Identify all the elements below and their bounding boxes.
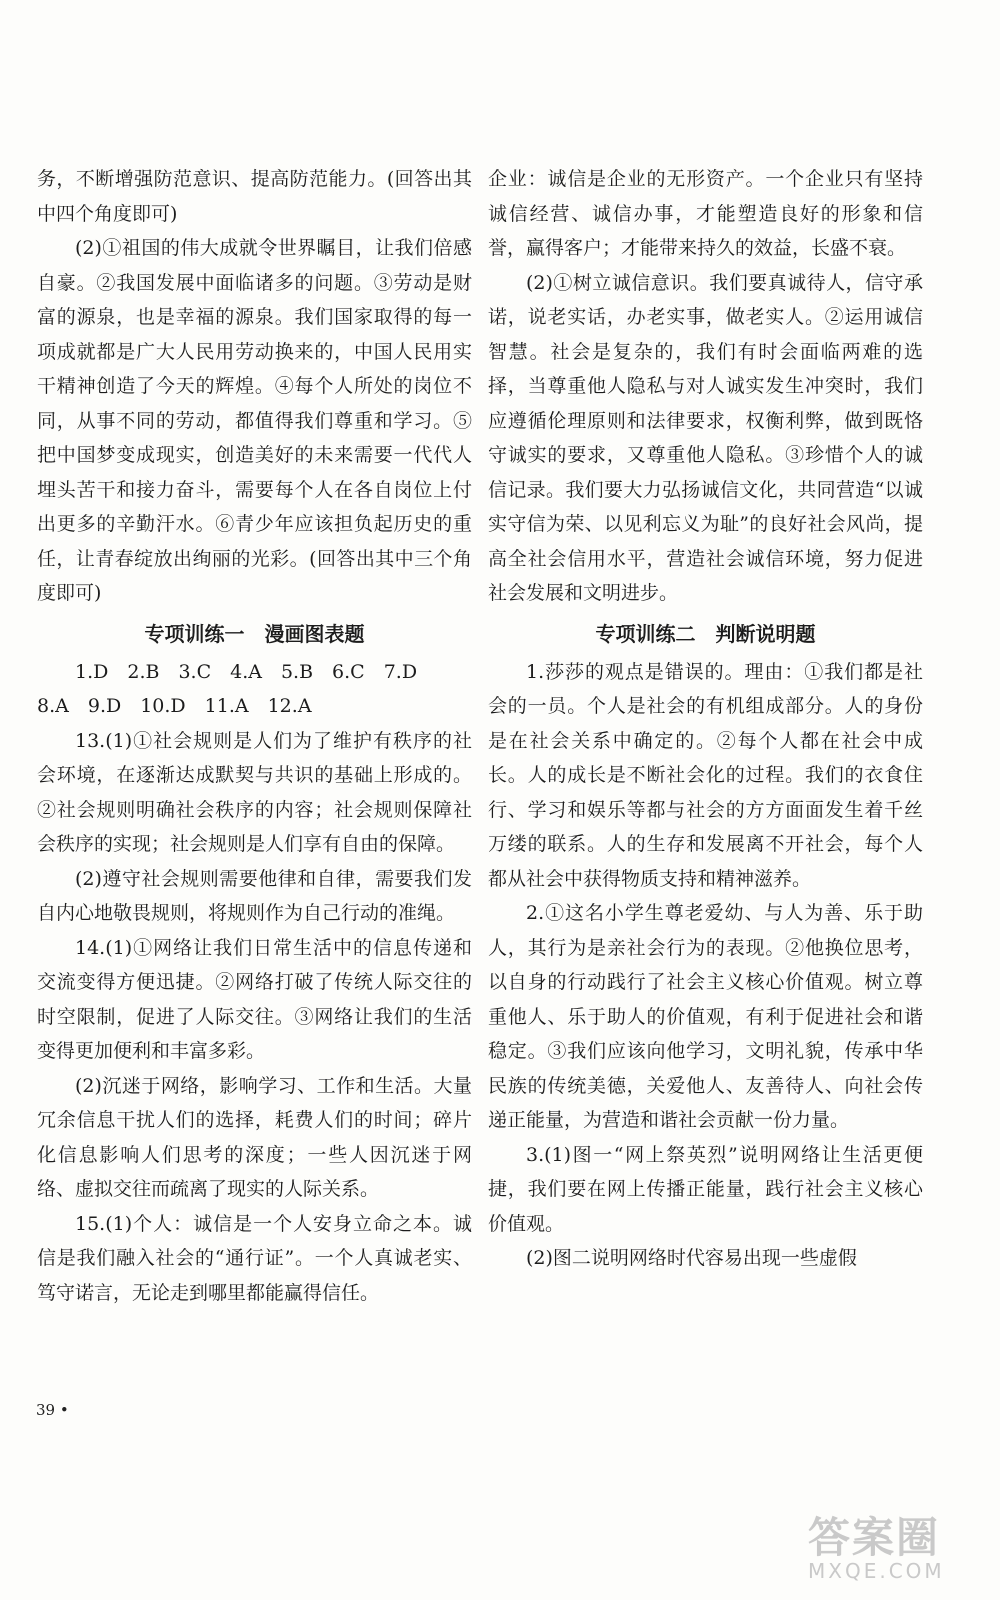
question-13-part-2: (2)遵守社会规则需要他律和自律，需要我们发自内心地敬畏规则，将规则作为自己行动的准绳。: [37, 867, 472, 924]
right-column: [488, 162, 923, 1276]
answer-row: 1.D 2.B 3.C 4.A 5.B 6.C 7.D: [75, 660, 418, 683]
question-14-part-1: 14.(1)①网络让我们日常生活中的信息传递和交流变得方便迅捷。②网络打破了传统人际交往的时空限制，促进了人际交往。③网络让我们的生活变得更加便利和丰富多彩。: [37, 936, 472, 1062]
question-15-part-1: 15.(1)个人：诚信是一个人安身立命之本。诚信是我们融入社会的“通行证”。一个人真诚老实、笃守诺言，无论走到哪里都能赢得信任。: [37, 1212, 472, 1304]
left-column: [37, 162, 472, 1310]
question-1: 1.莎莎的观点是错误的。理由：①我们都是社会的一员。个人是社会的有机组成部分。人的身份是在社会关系中确定的。②每个人都在社会中成长。人的成长是不断社会化的过程。我们的衣食住行、学习和娱乐等都与社会的方方面面发生着千丝万缕的联系。人的生存和发展离不开社会，每个人都从社会中获得物质支持和精神滋养。: [488, 660, 923, 890]
page-number: 39 •: [36, 1401, 69, 1419]
watermark-title: 答案圈: [808, 1513, 941, 1562]
paragraph: 务，不断增强防范意识、提高防范能力。(回答出其中四个角度即可): [37, 168, 472, 225]
section-heading: 专项训练一 漫画图表题: [144, 621, 365, 646]
section-heading: 专项训练二 判断说明题: [595, 621, 816, 646]
paragraph: (2)①树立诚信意识。我们要真诚待人，信守承诺，说老实话，办老实事，做老实人。②运用诚信智慧。社会是复杂的，我们有时会面临两难的选择，当尊重他人隐私与对人诚实发生冲突时，我们应遵循伦理原则和法律要求，权衡利弊，做到既恪守诚实的要求，又尊重他人隐私。③珍惜个人的诚信记录。我们要大力弘扬诚信文化，共同营造“以诚实守信为荣、以见利忘义为耻”的良好社会风尚，提高全社会信用水平，营造社会诚信环境，努力促进社会发展和文明进步。: [488, 271, 923, 604]
paragraph: (2)①祖国的伟大成就令世界瞩目，让我们倍感自豪。②我国发展中面临诸多的问题。③劳动是财富的源泉，也是幸福的源泉。我们国家取得的每一项成就都是广大人民用劳动换来的，中国人民用实干精神创造了今天的辉煌。④每个人所处的岗位不同，从事不同的劳动，都值得我们尊重和学习。⑤把中国梦变成现实，创造美好的未来需要一代代人埋头苦干和接力奋斗，需要每个人在各自岗位上付出更多的辛勤汗水。⑥青少年应该担负起历史的重任，让青春绽放出绚丽的光彩。(回答出其中三个角度即可): [37, 237, 472, 604]
question-14-part-2: (2)沉迷于网络，影响学习、工作和生活。大量冗余信息干扰人们的选择，耗费人们的时间；碎片化信息影响人们思考的深度；一些人因沉迷于网络、虚拟交往而疏离了现实的人际关系。: [37, 1074, 472, 1200]
answer-row: 8.A 9.D 10.D 11.A 12.A: [37, 695, 312, 717]
question-13-part-1: 13.(1)①社会规则是人们为了维护有秩序的社会环境，在逐渐达成默契与共识的基础上形成的。②社会规则明确社会秩序的内容；社会规则保障社会秩序的实现；社会规则是人们享有自由的保障。: [37, 729, 472, 855]
question-3-part-2: (2)图二说明网络时代容易出现一些虚假: [526, 1247, 857, 1269]
paragraph: 企业：诚信是企业的无形资产。一个企业只有坚持诚信经营、诚信办事，才能塑造良好的形象和信誉，赢得客户；才能带来持久的效益，长盛不衰。: [488, 168, 923, 259]
watermark-site: MXQE.COM: [808, 1559, 945, 1583]
watermark-logo: [808, 1505, 988, 1593]
question-2: 2.①这名小学生尊老爱幼、与人为善、乐于助人，其行为是亲社会行为的表现。②他换位思考，以自身的行动践行了社会主义核心价值观。树立尊重他人、乐于助人的价值观，有利于促进社会和谐稳定。③我们应该向他学习，文明礼貌，传承中华民族的传统美德，关爱他人、友善待人、向社会传递正能量，为营造和谐社会贡献一份力量。: [488, 902, 923, 1131]
question-3-part-1: 3.(1)图一“网上祭英烈”说明网络让生活更便捷，我们要在网上传播正能量，践行社会主义核心价值观。: [488, 1143, 923, 1235]
